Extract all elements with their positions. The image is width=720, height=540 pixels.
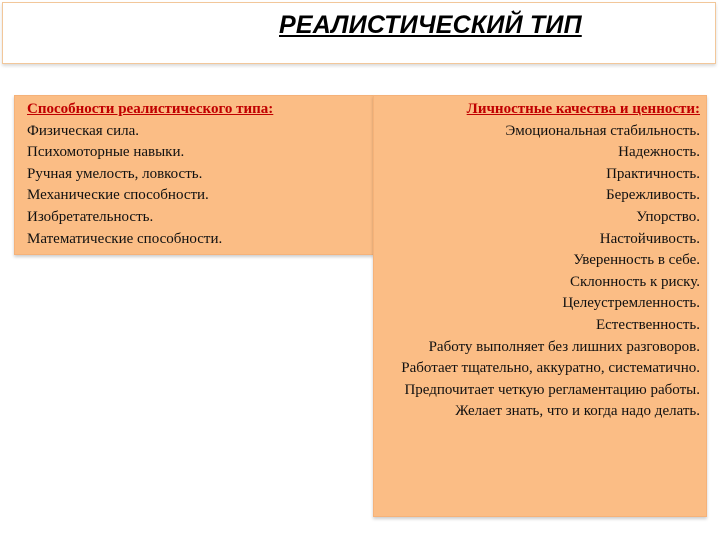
abilities-heading: Способности реалистического типа: <box>27 101 274 117</box>
list-item: Естественность. <box>595 316 700 333</box>
list-item: Предпочитает четкую регламентацию работы. Желает знать, что и когда надо делать. <box>404 381 700 420</box>
qualities-list <box>382 121 700 423</box>
list-item: Работу выполняет без лишних разговоров. <box>428 338 700 355</box>
list-item: Ручная умелость, ловкость. <box>27 165 203 182</box>
list-item: Упорство. <box>636 208 700 225</box>
list-item: Эмоциональная стабильность. <box>505 122 700 139</box>
list-item: Надежность. <box>618 144 700 161</box>
list-item: Изобретательность. <box>27 208 154 225</box>
list-item: Склонность к риску. <box>569 273 700 290</box>
list-item: Уверенность в себе. <box>573 252 700 269</box>
qualities-panel <box>373 95 707 517</box>
abilities-panel <box>14 95 374 255</box>
list-item: Бережливость. <box>606 187 700 204</box>
list-item: Психомоторные навыки. <box>27 144 185 161</box>
page-title: РЕАЛИСТИЧЕСКИЙ ТИП <box>279 11 582 39</box>
list-item: Механические способности. <box>27 187 209 204</box>
list-item: Настойчивость. <box>599 230 700 247</box>
abilities-list <box>27 121 367 251</box>
title-banner <box>2 2 716 64</box>
qualities-heading: Личностные качества и ценности: <box>466 101 700 117</box>
list-item: Математические способности. <box>27 230 223 247</box>
list-item: Физическая сила. <box>27 122 140 139</box>
abilities-content <box>27 99 367 250</box>
list-item: Целеустремленность. <box>562 295 700 312</box>
list-item: Практичность. <box>606 165 700 182</box>
list-item: Работает тщательно, аккуратно, систематично. <box>401 360 700 377</box>
qualities-content <box>382 99 700 423</box>
